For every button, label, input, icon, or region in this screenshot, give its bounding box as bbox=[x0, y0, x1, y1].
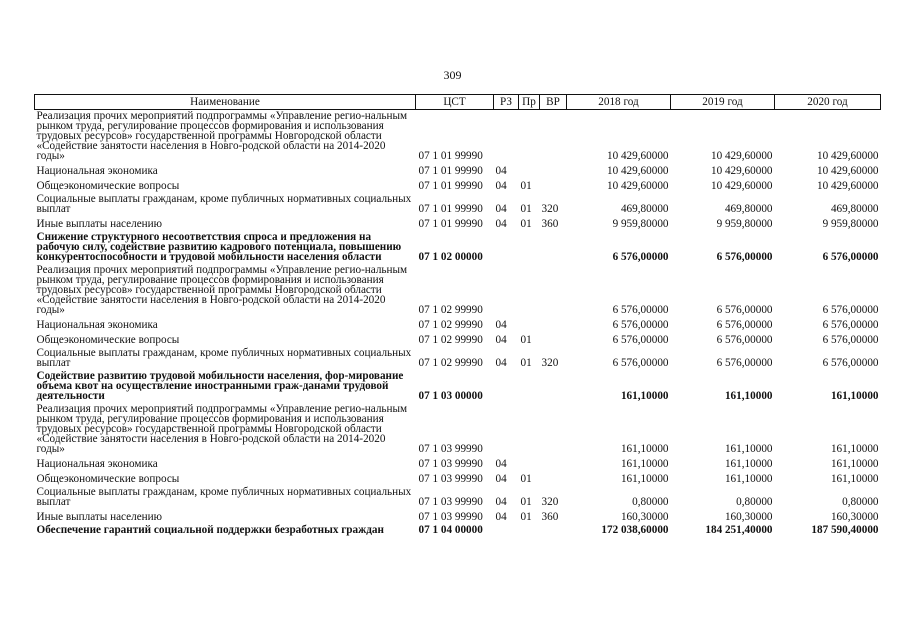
cell-rz: 04 bbox=[495, 334, 507, 346]
header-rz: РЗ bbox=[494, 95, 519, 110]
cell-cst: 07 1 02 99990 bbox=[418, 357, 483, 369]
cell-vr bbox=[540, 317, 567, 332]
cell-rz bbox=[494, 403, 519, 456]
cell-2020: 10 429,60000 bbox=[816, 150, 879, 162]
table-row bbox=[35, 264, 881, 317]
table-row bbox=[35, 193, 881, 216]
cell-pr: 01 bbox=[520, 218, 532, 230]
cell-2020: 6 576,00000 bbox=[822, 357, 879, 369]
cell-pr bbox=[519, 110, 540, 164]
cell-pr bbox=[519, 317, 540, 332]
page-number: 309 bbox=[443, 68, 462, 82]
cell-2019: 161,10000 bbox=[724, 473, 773, 485]
cell-2019: 0,80000 bbox=[736, 496, 773, 508]
cell-cst: 07 1 03 99990 bbox=[418, 496, 483, 508]
table-row bbox=[35, 178, 881, 193]
cell-rz bbox=[494, 370, 519, 403]
cell-2020: 9 959,80000 bbox=[822, 218, 879, 230]
cell-rz: 04 bbox=[495, 319, 507, 331]
cell-2018: 161,10000 bbox=[620, 390, 669, 402]
table-row bbox=[35, 509, 881, 524]
cell-2019: 184 251,40000 bbox=[705, 524, 773, 536]
cell-2018: 161,10000 bbox=[620, 443, 669, 455]
table-row bbox=[35, 163, 881, 178]
cell-cst: 07 1 03 99990 bbox=[418, 473, 483, 485]
cell-vr bbox=[540, 524, 567, 537]
cell-cst: 07 1 01 99990 bbox=[418, 165, 483, 177]
cell-rz: 04 bbox=[495, 180, 507, 192]
header-2019: 2019 год bbox=[671, 95, 775, 110]
cell-cst: 07 1 01 99990 bbox=[418, 203, 483, 215]
cell-cst: 07 1 02 99990 bbox=[418, 304, 483, 316]
cell-name: Общеэкономические вопросы bbox=[36, 334, 180, 346]
cell-rz: 04 bbox=[495, 496, 507, 508]
cell-name: Содействие развитию трудовой мобильности населения, фор-мирование объема квот на осуществление иностранными граж-данами трудовой деятельности bbox=[36, 370, 404, 402]
cell-2019: 161,10000 bbox=[724, 443, 773, 455]
cell-pr: 01 bbox=[520, 203, 532, 215]
cell-2020: 6 576,00000 bbox=[822, 304, 879, 316]
cell-2019: 10 429,60000 bbox=[710, 150, 773, 162]
cell-2018: 469,80000 bbox=[620, 203, 669, 215]
cell-2019: 10 429,60000 bbox=[710, 165, 773, 177]
table-row bbox=[35, 456, 881, 471]
cell-2020: 6 576,00000 bbox=[822, 319, 879, 331]
cell-pr bbox=[519, 264, 540, 317]
cell-name: Обеспечение гарантий социальной поддержки безработных граждан bbox=[36, 524, 384, 536]
cell-2019: 10 429,60000 bbox=[710, 180, 773, 192]
cell-2020: 187 590,40000 bbox=[811, 524, 879, 536]
cell-2020: 469,80000 bbox=[830, 203, 879, 215]
cell-vr bbox=[540, 403, 567, 456]
cell-2019: 6 576,00000 bbox=[716, 357, 773, 369]
table-row bbox=[35, 332, 881, 347]
cell-vr: 320 bbox=[541, 357, 559, 369]
cell-pr bbox=[519, 231, 540, 264]
cell-rz bbox=[494, 231, 519, 264]
cell-2020: 160,30000 bbox=[830, 511, 879, 523]
cell-cst: 07 1 02 99990 bbox=[418, 319, 483, 331]
table-header-row bbox=[35, 95, 881, 110]
cell-pr bbox=[519, 163, 540, 178]
cell-cst: 07 1 03 99990 bbox=[418, 511, 483, 523]
cell-2020: 10 429,60000 bbox=[816, 180, 879, 192]
cell-2020: 161,10000 bbox=[830, 443, 879, 455]
cell-2019: 9 959,80000 bbox=[716, 218, 773, 230]
cell-name: Иные выплаты населению bbox=[36, 511, 162, 523]
cell-name: Социальные выплаты гражданам, кроме публичных нормативных социальных выплат bbox=[36, 193, 412, 215]
cell-2019: 6 576,00000 bbox=[716, 251, 773, 263]
cell-cst: 07 1 03 00000 bbox=[418, 390, 483, 402]
table-row bbox=[35, 486, 881, 509]
cell-2018: 6 576,00000 bbox=[612, 357, 669, 369]
cell-vr bbox=[540, 264, 567, 317]
cell-cst: 07 1 02 99990 bbox=[418, 334, 483, 346]
cell-2018: 160,30000 bbox=[620, 511, 669, 523]
cell-vr bbox=[540, 332, 567, 347]
budget-table bbox=[34, 94, 881, 537]
cell-2019: 160,30000 bbox=[724, 511, 773, 523]
header-2020: 2020 год bbox=[775, 95, 881, 110]
cell-name: Общеэкономические вопросы bbox=[36, 180, 180, 192]
cell-vr: 320 bbox=[541, 496, 559, 508]
cell-rz: 04 bbox=[495, 203, 507, 215]
cell-pr bbox=[519, 524, 540, 537]
cell-pr: 01 bbox=[520, 180, 532, 192]
cell-2020: 0,80000 bbox=[842, 496, 879, 508]
table-row bbox=[35, 347, 881, 370]
table-row bbox=[35, 231, 881, 264]
cell-rz: 04 bbox=[495, 218, 507, 230]
table-row bbox=[35, 471, 881, 486]
cell-pr: 01 bbox=[520, 496, 532, 508]
cell-pr: 01 bbox=[520, 473, 532, 485]
cell-vr: 320 bbox=[541, 203, 559, 215]
cell-vr bbox=[540, 231, 567, 264]
cell-cst: 07 1 03 99990 bbox=[418, 458, 483, 470]
cell-name: Иные выплаты населению bbox=[36, 218, 162, 230]
cell-pr: 01 bbox=[520, 511, 532, 523]
cell-name: Снижение структурного несоответствия спроса и предложения на рабочую силу, содействие развитию кадрового потенциала, повышению конкурентоспособности и трудовой мобильности населения области bbox=[36, 231, 402, 263]
cell-rz: 04 bbox=[495, 458, 507, 470]
cell-2018: 9 959,80000 bbox=[612, 218, 669, 230]
cell-name: Общеэкономические вопросы bbox=[36, 473, 180, 485]
table-row bbox=[35, 110, 881, 164]
cell-2018: 6 576,00000 bbox=[612, 334, 669, 346]
cell-rz bbox=[494, 524, 519, 537]
cell-cst: 07 1 03 99990 bbox=[418, 443, 483, 455]
cell-2019: 6 576,00000 bbox=[716, 334, 773, 346]
cell-2018: 172 038,60000 bbox=[601, 524, 669, 536]
cell-2018: 161,10000 bbox=[620, 473, 669, 485]
cell-2018: 10 429,60000 bbox=[606, 165, 669, 177]
cell-cst: 07 1 01 99990 bbox=[418, 180, 483, 192]
cell-2018: 161,10000 bbox=[620, 458, 669, 470]
cell-rz: 04 bbox=[495, 511, 507, 523]
table-body bbox=[35, 110, 881, 538]
cell-cst: 07 1 04 00000 bbox=[418, 524, 483, 536]
cell-2018: 6 576,00000 bbox=[612, 251, 669, 263]
cell-cst: 07 1 01 99990 bbox=[418, 218, 483, 230]
cell-name: Реализация прочих мероприятий подпрограммы «Управление регио-нальным рынком труда, регулирование процессов формирования и использования трудовых ресурсов» государственной программы Новгородской области «Содействие занятости населения в Новго-родской области на 2014-2020 годы» bbox=[36, 403, 408, 455]
cell-2019: 469,80000 bbox=[724, 203, 773, 215]
table-row bbox=[35, 317, 881, 332]
cell-vr bbox=[540, 110, 567, 164]
cell-2019: 161,10000 bbox=[724, 458, 773, 470]
header-2018: 2018 год bbox=[567, 95, 671, 110]
cell-2018: 10 429,60000 bbox=[606, 180, 669, 192]
table-row bbox=[35, 216, 881, 231]
cell-name: Реализация прочих мероприятий подпрограммы «Управление регио-нальным рынком труда, регулирование процессов формирования и использования трудовых ресурсов» государственной программы Новгородской области «Содействие занятости населения в Новго-родской области на 2014-2020 годы» bbox=[36, 110, 408, 162]
cell-pr bbox=[519, 403, 540, 456]
cell-2019: 6 576,00000 bbox=[716, 319, 773, 331]
cell-vr bbox=[540, 456, 567, 471]
header-cst: ЦСТ bbox=[416, 95, 494, 110]
cell-vr bbox=[540, 370, 567, 403]
cell-2020: 161,10000 bbox=[830, 458, 879, 470]
cell-2020: 10 429,60000 bbox=[816, 165, 879, 177]
cell-name: Социальные выплаты гражданам, кроме публичных нормативных социальных выплат bbox=[36, 347, 412, 369]
cell-name: Национальная экономика bbox=[36, 458, 158, 470]
cell-cst: 07 1 02 00000 bbox=[418, 251, 483, 263]
cell-2018: 6 576,00000 bbox=[612, 304, 669, 316]
cell-rz: 04 bbox=[495, 473, 507, 485]
table-row bbox=[35, 403, 881, 456]
header-vr: ВР bbox=[540, 95, 567, 110]
cell-2018: 10 429,60000 bbox=[606, 150, 669, 162]
cell-2018: 6 576,00000 bbox=[612, 319, 669, 331]
cell-rz bbox=[494, 110, 519, 164]
cell-cst: 07 1 01 99990 bbox=[418, 150, 483, 162]
cell-name: Национальная экономика bbox=[36, 165, 158, 177]
cell-2020: 161,10000 bbox=[830, 390, 879, 402]
table-row bbox=[35, 524, 881, 537]
cell-name: Реализация прочих мероприятий подпрограммы «Управление регио-нальным рынком труда, регулирование процессов формирования и использования трудовых ресурсов» государственной программы Новгородской области «Содействие занятости населения в Новго-родской области на 2014-2020 годы» bbox=[36, 264, 408, 316]
cell-rz bbox=[494, 264, 519, 317]
cell-pr: 01 bbox=[520, 334, 532, 346]
cell-2019: 6 576,00000 bbox=[716, 304, 773, 316]
cell-rz: 04 bbox=[495, 165, 507, 177]
cell-pr: 01 bbox=[520, 357, 532, 369]
header-pr: Пр bbox=[519, 95, 540, 110]
cell-2019: 161,10000 bbox=[724, 390, 773, 402]
cell-name: Социальные выплаты гражданам, кроме публичных нормативных социальных выплат bbox=[36, 486, 412, 508]
table-row bbox=[35, 370, 881, 403]
cell-vr: 360 bbox=[541, 511, 559, 523]
cell-pr bbox=[519, 456, 540, 471]
cell-2020: 6 576,00000 bbox=[822, 334, 879, 346]
cell-2020: 161,10000 bbox=[830, 473, 879, 485]
cell-2020: 6 576,00000 bbox=[822, 251, 879, 263]
cell-vr bbox=[540, 163, 567, 178]
cell-rz: 04 bbox=[495, 357, 507, 369]
cell-vr: 360 bbox=[541, 218, 559, 230]
cell-2018: 0,80000 bbox=[632, 496, 669, 508]
cell-pr bbox=[519, 370, 540, 403]
header-name: Наименование bbox=[35, 95, 416, 110]
cell-vr bbox=[540, 178, 567, 193]
cell-vr bbox=[540, 471, 567, 486]
cell-name: Национальная экономика bbox=[36, 319, 158, 331]
